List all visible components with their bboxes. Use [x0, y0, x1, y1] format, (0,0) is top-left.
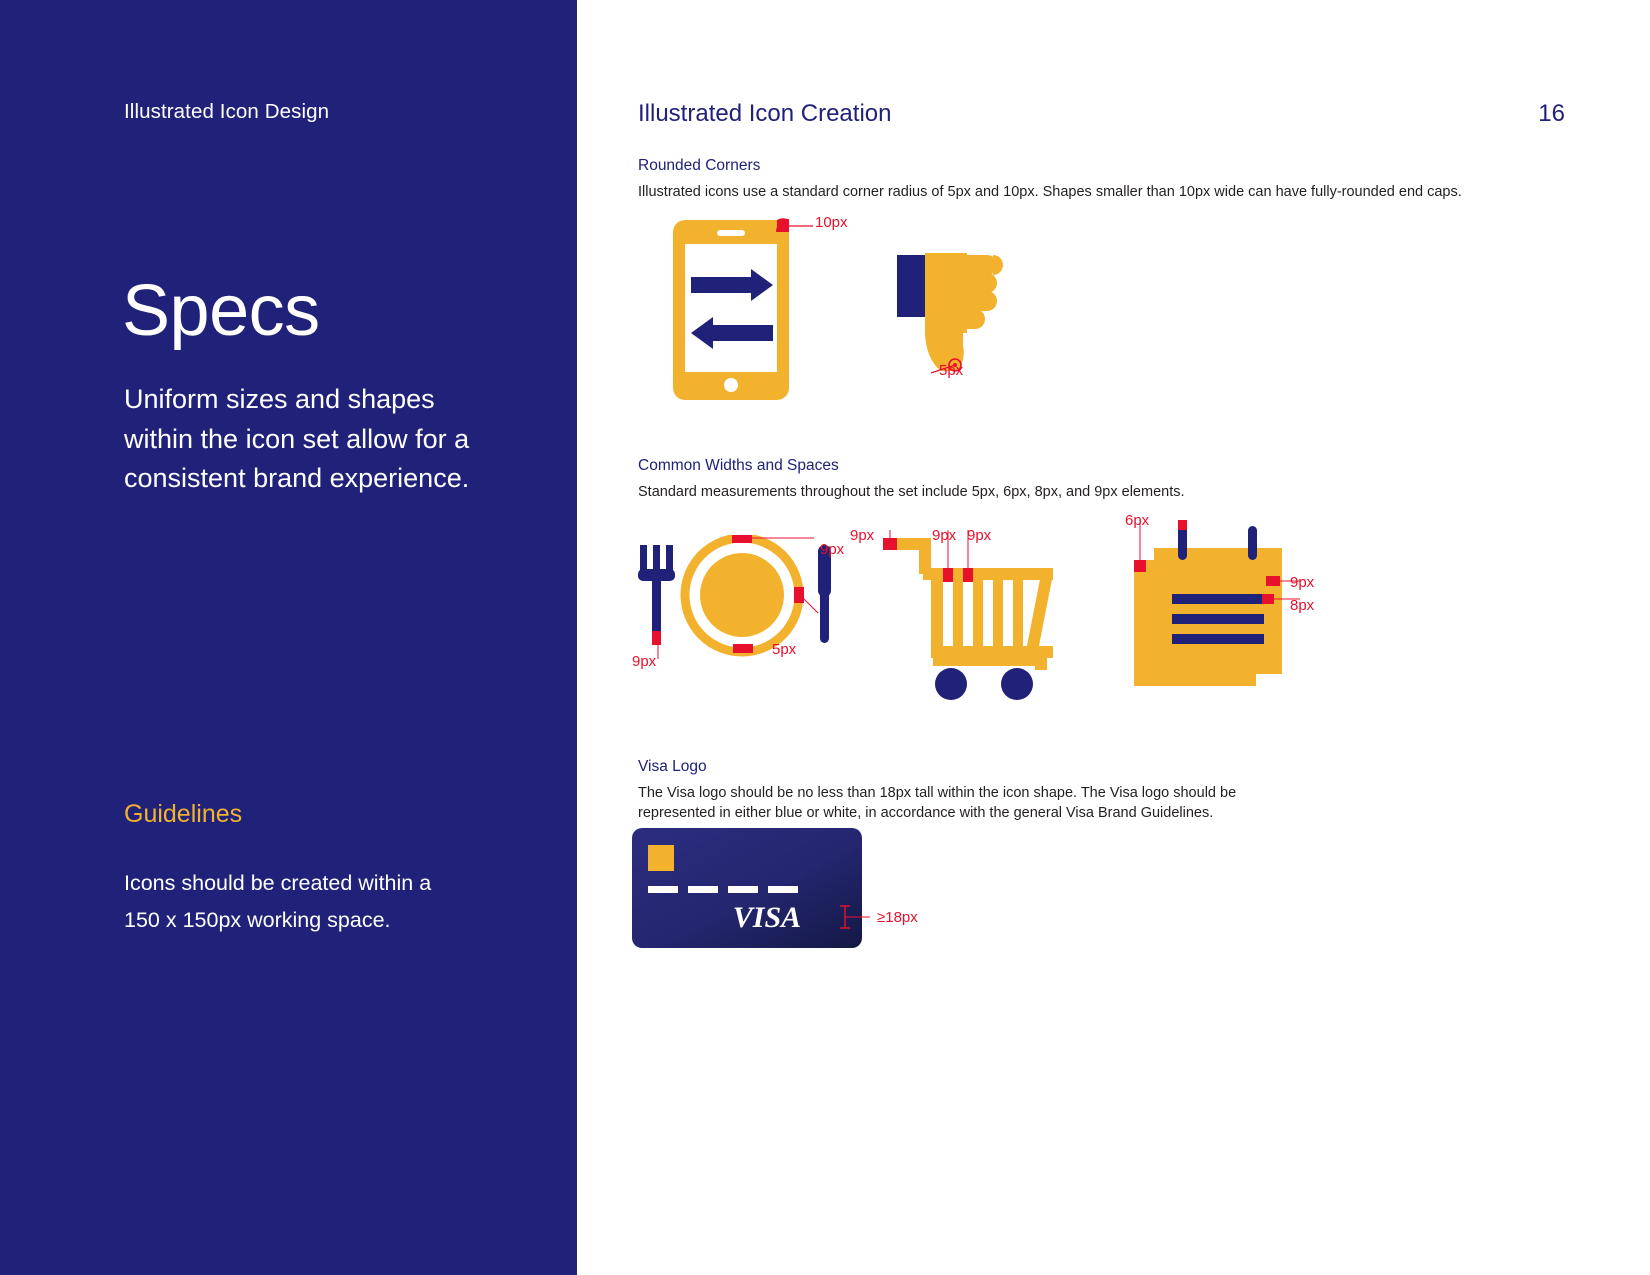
- section-body-rounded-corners: Illustrated icons use a standard corner radius of 5px and 10px. Shapes smaller than 10px wide can have fully-rounded end caps.: [638, 184, 1462, 200]
- left-panel: [0, 0, 577, 1275]
- callout-plate-9px-left: 9px: [632, 653, 657, 670]
- figure-visa-card-icon: [632, 828, 892, 963]
- callout-plate-5px: 5px: [772, 641, 797, 658]
- figure-shopping-cart-icon: [867, 528, 1107, 703]
- callout-calendar-6px: 6px: [1125, 512, 1150, 529]
- callout-cart-9px-right: 9px: [967, 527, 992, 544]
- guidelines-heading: Guidelines: [124, 800, 243, 828]
- section-title-visa-logo: Visa Logo: [638, 758, 707, 775]
- figure-dining-icon: [622, 535, 852, 675]
- callout-calendar-9px: 9px: [1290, 574, 1315, 591]
- figure-phone-icon: [665, 212, 865, 407]
- visa-wordmark: VISA: [732, 901, 802, 934]
- callout-phone-10px: 10px: [815, 214, 848, 231]
- page-title: Specs: [122, 271, 320, 351]
- section-body-visa-logo: The Visa logo should be no less than 18px tall within the icon shape. The Visa logo should be represented in either blue or white, in accordance with the general Visa Brand Guidelines.: [638, 785, 1237, 821]
- page-number: 16: [1538, 100, 1565, 127]
- left-panel-header: Illustrated Icon Design: [124, 100, 330, 123]
- section-header: Illustrated Icon Creation: [638, 100, 892, 127]
- section-body-common-widths: Standard measurements throughout the set include 5px, 6px, 8px, and 9px elements.: [638, 484, 1185, 500]
- guidelines-body: Icons should be created within a 150 x 150px working space.: [124, 871, 432, 932]
- callout-cart-9px-left: 9px: [850, 527, 875, 544]
- page-subtitle: Uniform sizes and shapes within the icon set allow for a consistent brand experience.: [124, 384, 470, 493]
- right-panel: [577, 0, 1650, 1275]
- figure-thumbs-down-icon: [897, 245, 1097, 395]
- callout-calendar-8px: 8px: [1290, 597, 1315, 614]
- callout-thumb-5px: 5px: [939, 362, 964, 379]
- callout-cart-9px-mid: 9px: [932, 527, 957, 544]
- section-title-common-widths: Common Widths and Spaces: [638, 457, 839, 474]
- section-title-rounded-corners: Rounded Corners: [638, 157, 761, 174]
- callout-card-18px: ≥18px: [877, 909, 918, 926]
- callout-plate-9px-top: 9px: [820, 541, 845, 558]
